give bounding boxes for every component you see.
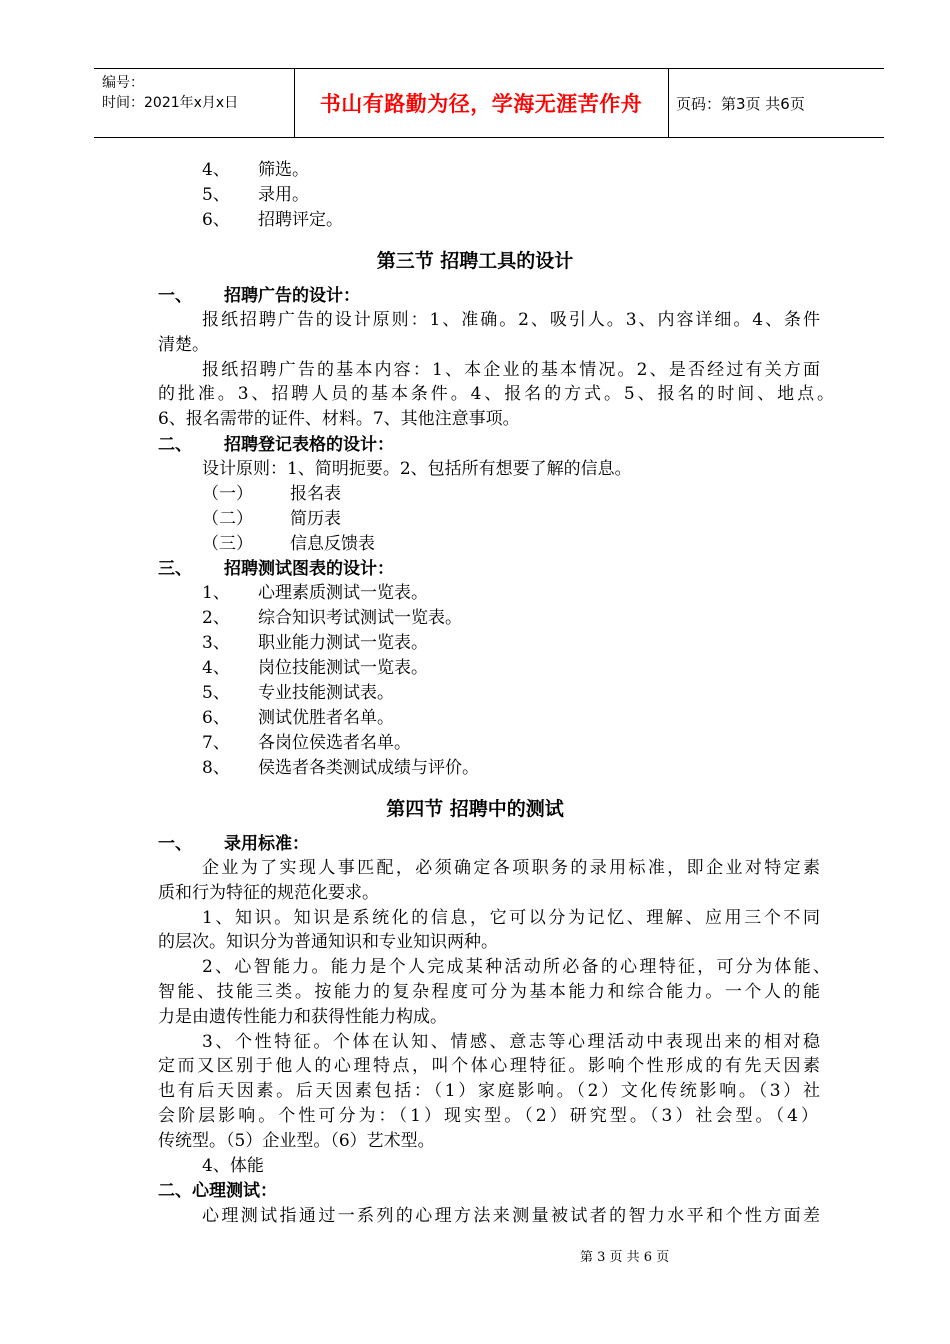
header-meta: [102, 73, 238, 113]
paragraph-line: 1、知识。知识是系统化的信息，它可以分为记忆、理解、应用三个不同: [202, 908, 820, 928]
list-item: 7、 各岗位侯选者名单。: [202, 733, 411, 753]
header-time: 时间：2021年x月x日: [102, 95, 239, 111]
header-divider: [668, 69, 669, 137]
paragraph-line: 也有后天因素。后天因素包括：（1）家庭影响。（2）文化传统影响。（3）社: [158, 1081, 820, 1101]
list-item: 8、 侯选者各类测试成绩与评价。: [202, 758, 479, 778]
list-item: 6、 测试优胜者名单。: [202, 708, 394, 728]
section-title: 第四节 招聘中的测试: [386, 798, 564, 820]
paragraph-line: 的批准。3、招聘人员的基本条件。4、报名的方式。5、报名的时间、地点。: [158, 384, 834, 404]
header-code: 编号：: [102, 75, 144, 91]
paragraph-line: 企业为了实现人事匹配，必须确定各项职务的录用标准，即企业对特定素: [202, 858, 820, 878]
subsection-heading: 二、 招聘登记表格的设计：: [158, 435, 394, 455]
paragraph-line: 力是由遗传性能力和获得性能力构成。: [158, 1007, 447, 1027]
list-item: 5、 专业技能测试表。: [202, 683, 394, 703]
section-title: 第三节 招聘工具的设计: [376, 250, 574, 272]
subsection-heading: 二、心理测试：: [158, 1181, 277, 1201]
paragraph-line: 心理测试指通过一系列的心理方法来测量被试者的智力水平和个性方面差: [202, 1206, 820, 1226]
list-item: 2、 综合知识考试测试一览表。: [202, 608, 462, 628]
subsection-heading: 一、 录用标准：: [158, 834, 309, 854]
paragraph-line: 清楚。: [158, 335, 209, 355]
list-item: 6、 招聘评定。: [202, 210, 343, 230]
list-item: 1、 心理素质测试一览表。: [202, 583, 428, 603]
paragraph-line: 的层次。知识分为普通知识和专业知识两种。: [158, 932, 498, 952]
header-page-info: 页码：第3页 共6页: [676, 94, 805, 113]
paragraph-line: 会阶层影响。个性可分为：（1）现实型。（2）研究型。（3）社会型。（4）: [158, 1106, 818, 1126]
paragraph-line: 2、心智能力。能力是个人完成某种活动所必备的心理特征，可分为体能、: [202, 957, 830, 977]
paragraph-line: 报纸招聘广告的设计原则：1、准确。2、吸引人。3、内容详细。4、条件: [202, 310, 820, 330]
list-item: 3、 职业能力测试一览表。: [202, 633, 428, 653]
page-footer: 第 3 页 共 6 页: [580, 1250, 670, 1265]
paragraph-line: 4、体能: [202, 1156, 264, 1176]
paragraph-line: 设计原则：1、简明扼要。2、包括所有想要了解的信息。: [202, 459, 632, 479]
paragraph-line: 3、个性特征。个体在认知、情感、意志等心理活动中表现出来的相对稳: [202, 1032, 820, 1052]
list-item: （三） 信息反馈表: [202, 534, 375, 554]
subsection-heading: 三、 招聘测试图表的设计：: [158, 559, 394, 579]
list-item: 4、 筛选。: [202, 160, 309, 180]
list-item: 5、 录用。: [202, 185, 309, 205]
paragraph-line: 智能、技能三类。按能力的复杂程度可分为基本能力和综合能力。一个人的能: [158, 982, 820, 1002]
paragraph-line: 6、报名需带的证件、材料。7、其他注意事项。: [158, 409, 520, 429]
header-motto: 书山有路勤为径，学海无涯苦作舟: [319, 92, 643, 116]
list-item: 4、 岗位技能测试一览表。: [202, 658, 428, 678]
paragraph-line: 传统型。（5）企业型。（6）艺术型。: [158, 1131, 435, 1151]
page-header: [94, 68, 884, 138]
subsection-heading: 一、 招聘广告的设计：: [158, 286, 360, 306]
list-item: （一） 报名表: [202, 484, 341, 504]
paragraph-line: 质和行为特征的规范化要求。: [158, 883, 379, 903]
paragraph-line: 报纸招聘广告的基本内容：1、本企业的基本情况。2、是否经过有关方面: [202, 360, 820, 380]
list-item: （二） 简历表: [202, 509, 341, 529]
paragraph-line: 定而又区别于他人的心理特点，叫个体心理特征。影响个性形成的有先天因素: [158, 1056, 820, 1076]
